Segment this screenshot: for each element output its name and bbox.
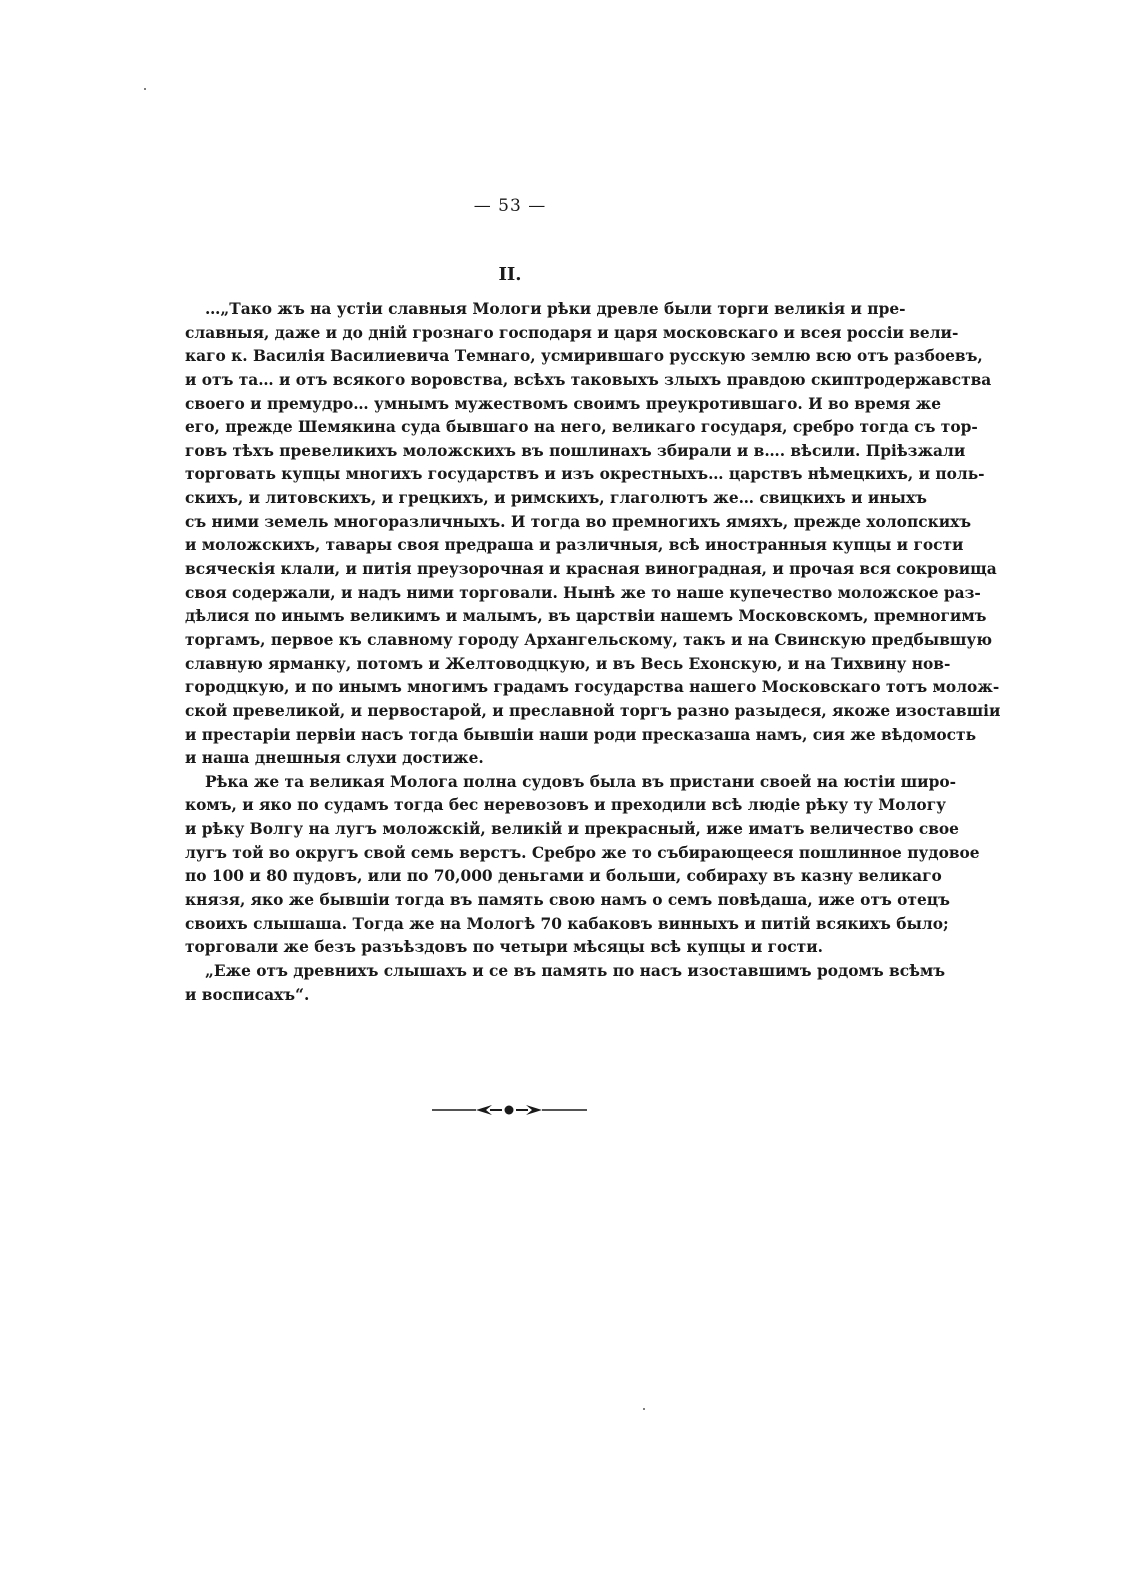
text-line: и восписахъ“. <box>185 985 310 1004</box>
text-line: торговать купцы многихъ государствъ и изъ окрестныхъ… царствъ нѣмецкихъ, и поль- <box>185 465 985 484</box>
text-line: и моложскихъ, тавары своя предраша и различныя, всѣ иностранныя купцы и гости <box>185 536 964 555</box>
body-text <box>185 298 1001 1007</box>
text-line: своя содержали, и надъ ними торговали. Нынѣ же то наше купечество моложское раз- <box>185 583 981 602</box>
ornament-right-arrow <box>526 1105 542 1115</box>
text-line: и наша днешныя слухи достиже. <box>185 749 484 768</box>
ornament-divider <box>432 1100 587 1120</box>
ornament-center-dot <box>505 1106 514 1115</box>
text-line: каго к. Василія Василиевича Темнаго, усмирившаго русскую землю всю отъ разбоевъ, <box>185 347 983 366</box>
paragraph <box>185 298 1001 771</box>
text-line: его, прежде Шемякина суда бывшаго на него, великаго государя, сребро тогда съ тор- <box>185 418 978 437</box>
text-line: князя, яко же бывшіи тогда въ память свою намъ о семъ повѣдаша, иже отъ отецъ <box>185 891 950 910</box>
text-line: ской превеликой, и первостарой, и преславной торгъ разно разыдеся, якоже изоставшіи <box>185 701 1001 720</box>
text-line: славную ярманку, потомъ и Желтоводцкую, и въ Весь Ехонскую, и на Тихвину нов- <box>185 654 951 673</box>
text-line: торгамъ, первое къ славному городу Архангельскому, такъ и на Свинскую предбывшую <box>185 630 993 649</box>
scan-speck <box>144 88 146 90</box>
text-line: и престаріи первіи насъ тогда бывшіи наши роди пресказаша намъ, сия же вѣдомость <box>185 725 977 744</box>
text-line: дѣлися по инымъ великимъ и малымъ, въ царствіи нашемъ Московскомъ, премногимъ <box>185 607 987 626</box>
text-line: говъ тѣхъ превеликихъ моложскихъ въ пошлинахъ збирали и в…. вѣсили. Пріѣзжали <box>185 441 966 460</box>
text-line: „Еже отъ древнихъ слышахъ и се въ память по насъ изоставшимъ родомъ всѣмъ <box>205 961 946 980</box>
paragraph <box>185 960 946 1007</box>
section-title: II. <box>498 264 522 285</box>
paragraph <box>185 771 980 960</box>
page-number: — 53 — <box>473 196 547 216</box>
text-line: Рѣка же та великая Молога полна судовъ была въ пристани своей на юстіи широ- <box>205 772 956 791</box>
text-line: комъ, и яко по судамъ тогда бес неревозовъ и преходили всѣ людіе рѣку ту Мологу <box>185 796 946 815</box>
ornament-left-arrow <box>476 1105 492 1115</box>
text-line: и рѣку Волгу на лугъ моложскій, великій и прекрасный, иже иматъ величество свое <box>185 820 959 839</box>
text-line: …„Тако жъ на устіи славныя Мологи рѣки древле были торги великія и пре- <box>205 300 906 318</box>
text-line: съ ними земель многоразличныхъ. И тогда во премногихъ ямяхъ, прежде холопскихъ <box>185 512 972 531</box>
text-line: лугъ той во округъ свой семь верстъ. Сребро же то събирающееся пошлинное пудовое <box>185 843 980 862</box>
text-line: городцкую, и по инымъ многимъ градамъ государства нашего Московскаго тотъ молож- <box>185 678 1000 697</box>
scan-speck <box>643 1408 645 1410</box>
text-line: всяческія клали, и питія преузорочная и красная виноградная, и прочая вся сокровища <box>185 560 997 579</box>
text-line: славныя, даже и до дній грознаго господаря и царя московскаго и всея россіи вели- <box>185 323 959 342</box>
text-line: по 100 и 80 пудовъ, или по 70,000 деньгами и больши, собираху въ казну великаго <box>185 867 942 886</box>
text-line: скихъ, и литовскихъ, и грецкихъ, и римскихъ, глаголютъ же… свицкихъ и иныхъ <box>185 489 927 508</box>
text-line: и отъ та… и отъ всякого воровства, всѣхъ таковыхъ злыхъ правдою скиптродержавства <box>185 370 992 389</box>
text-line: своихъ слышаша. Тогда же на Мологѣ 70 кабаковъ винныхъ и питій всякихъ было; <box>185 914 949 933</box>
text-line: торговали же безъ разъѣздовъ по четыри мѣсяцы всѣ купцы и гости. <box>185 938 823 957</box>
text-line: своего и премудро… умнымъ мужествомъ своимъ преукротившаго. И во время же <box>185 394 941 413</box>
